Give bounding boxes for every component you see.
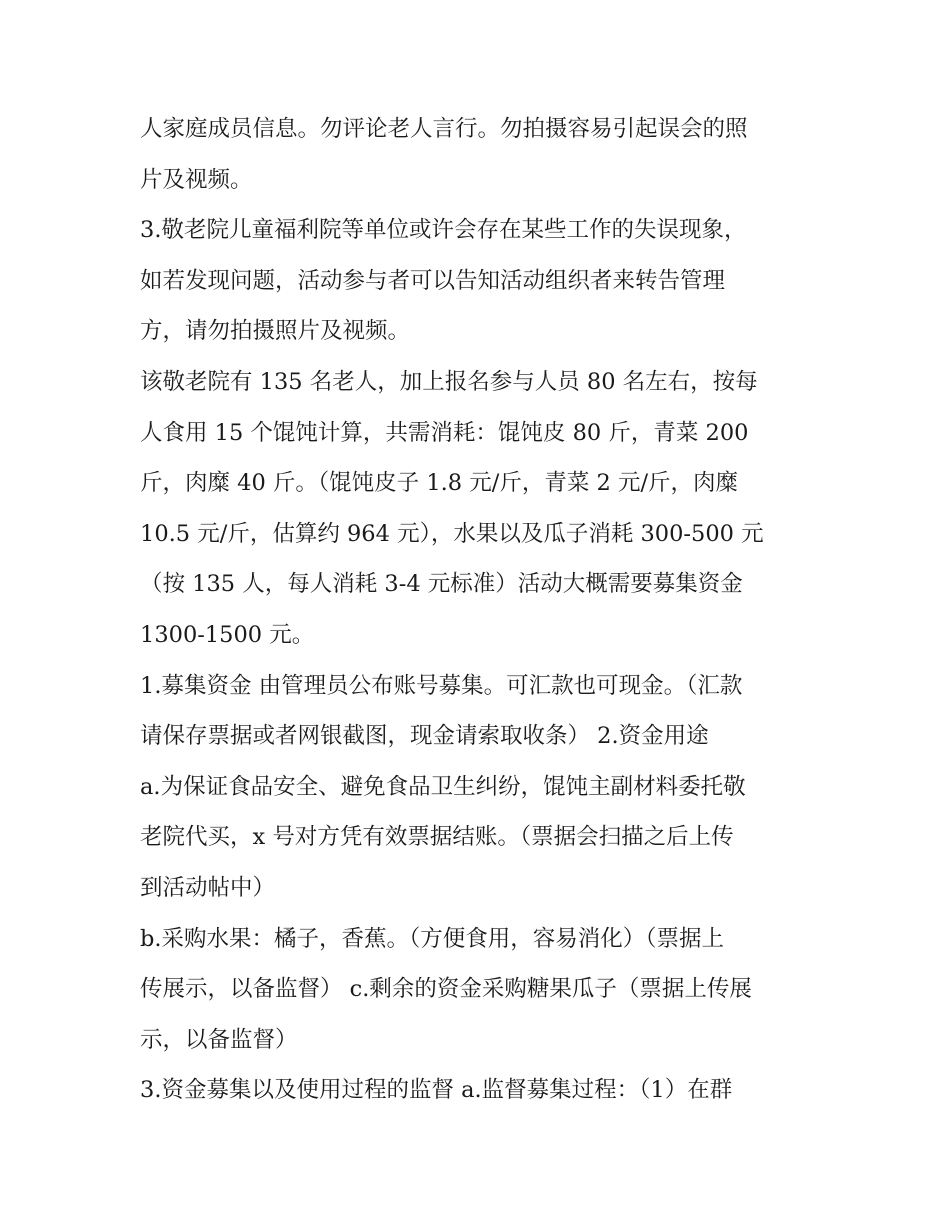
text-line: 方，请勿拍摄照片及视频。 [140,318,411,345]
text-line: 老院代买，x 号对方凭有效票据结账。（票据会扫描之后上传 [140,824,734,851]
text-line: 如若发现问题，活动参与者可以告知活动组织者来转告管理 [140,267,726,294]
text-line: 人食用 15 个馄饨计算，共需消耗：馄饨皮 80 斤，青菜 200 [140,419,749,446]
text-line: b.采购水果：橘子，香蕉。（方便食用，容易消化）（票据上 [140,925,725,952]
text-line: 传展示，以备监督） c.剩余的资金采购糖果瓜子（票据上传展 [140,976,752,1003]
text-line: 斤，肉糜 40 斤。（馄饨皮子 1.8 元/斤，青菜 2 元/斤，肉糜 [140,470,739,497]
text-line: 人家庭成员信息。勿评论老人言行。勿拍摄容易引起误会的照 [140,116,748,142]
text-line: a.为保证食品安全、避免食品卫生纠纷，馄饨主副材料委托敬 [140,773,746,800]
text-line: 1300-1500 元。 [140,621,315,648]
text-line: 3.资金募集以及使用过程的监督 a.监督募集过程：（1）在群 [140,1077,733,1104]
text-line: 到活动帖中） [140,874,276,901]
text-line: 片及视频。 [140,166,253,193]
text-line: 示，以备监督） [140,1026,298,1053]
text-line: 请保存票据或者网银截图，现金请索取收条） 2.资金用途 [140,723,709,750]
document-body [140,104,830,1116]
text-line: 该敬老院有 135 名老人，加上报名参与人员 80 名左右，按每 [140,368,758,395]
text-line: 1.募集资金 由管理员公布账号募集。可汇款也可现金。（汇款 [140,672,743,699]
text-line: （按 135 人，每人消耗 3-4 元标准）活动大概需要募集资金 [140,571,743,598]
text-line: 10.5 元/斤，估算约 964 元），水果以及瓜子消耗 300-500 元 [140,520,764,547]
text-line: 3.敬老院儿童福利院等单位或许会存在某些工作的失误现象， [140,217,747,244]
